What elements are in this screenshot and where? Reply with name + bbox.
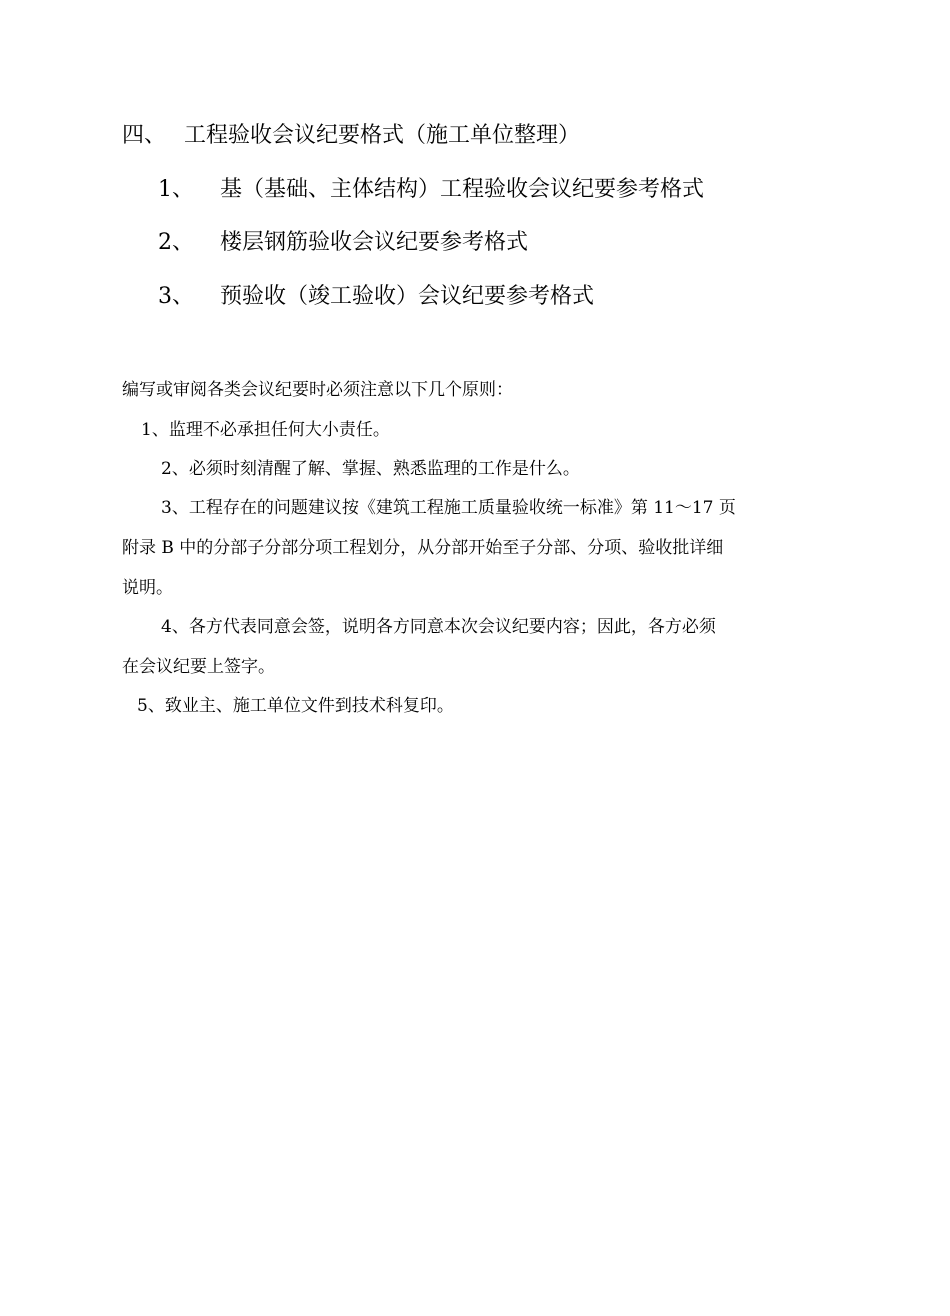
- principle-3-line-1: 3、工程存在的问题建议按《建筑工程施工质量验收统一标准》第 11～17 页: [161, 498, 736, 518]
- section-number: 四、: [122, 123, 167, 148]
- principle-5: 5、致业主、施工单位文件到技术科复印。: [137, 696, 454, 716]
- sub-heading-1: [158, 175, 704, 205]
- sub-heading-text: 楼层钢筋验收会议纪要参考格式: [220, 230, 529, 255]
- principle-1: 1、监理不必承担任何大小责任。: [141, 420, 390, 440]
- sub-heading-text: 预验收（竣工验收）会议纪要参考格式: [220, 284, 595, 309]
- principle-4-line-2: 在会议纪要上签字。: [122, 657, 275, 677]
- section-heading: [122, 121, 580, 151]
- principle-3-line-2: 附录 B 中的分部子分部分项工程划分，从分部开始至子分部、分项、验收批详细: [122, 538, 724, 558]
- sub-heading-3: [158, 282, 594, 312]
- principle-4-line-1: 4、各方代表同意会签，说明各方同意本次会议纪要内容；因此，各方必须: [161, 617, 716, 637]
- section-title: 工程验收会议纪要格式（施工单位整理）: [184, 123, 581, 148]
- sub-heading-number: 3、: [158, 284, 194, 309]
- principles-intro: 编写或审阅各类会议纪要时必须注意以下几个原则：: [122, 380, 513, 400]
- sub-heading-2: [158, 228, 528, 258]
- sub-heading-number: 1、: [158, 177, 194, 202]
- sub-heading-text: 基（基础、主体结构）工程验收会议纪要参考格式: [220, 177, 705, 202]
- principle-2: 2、必须时刻清醒了解、掌握、熟悉监理的工作是什么。: [161, 459, 580, 479]
- principle-3-line-3: 说明。: [122, 578, 173, 598]
- sub-heading-number: 2、: [158, 230, 194, 255]
